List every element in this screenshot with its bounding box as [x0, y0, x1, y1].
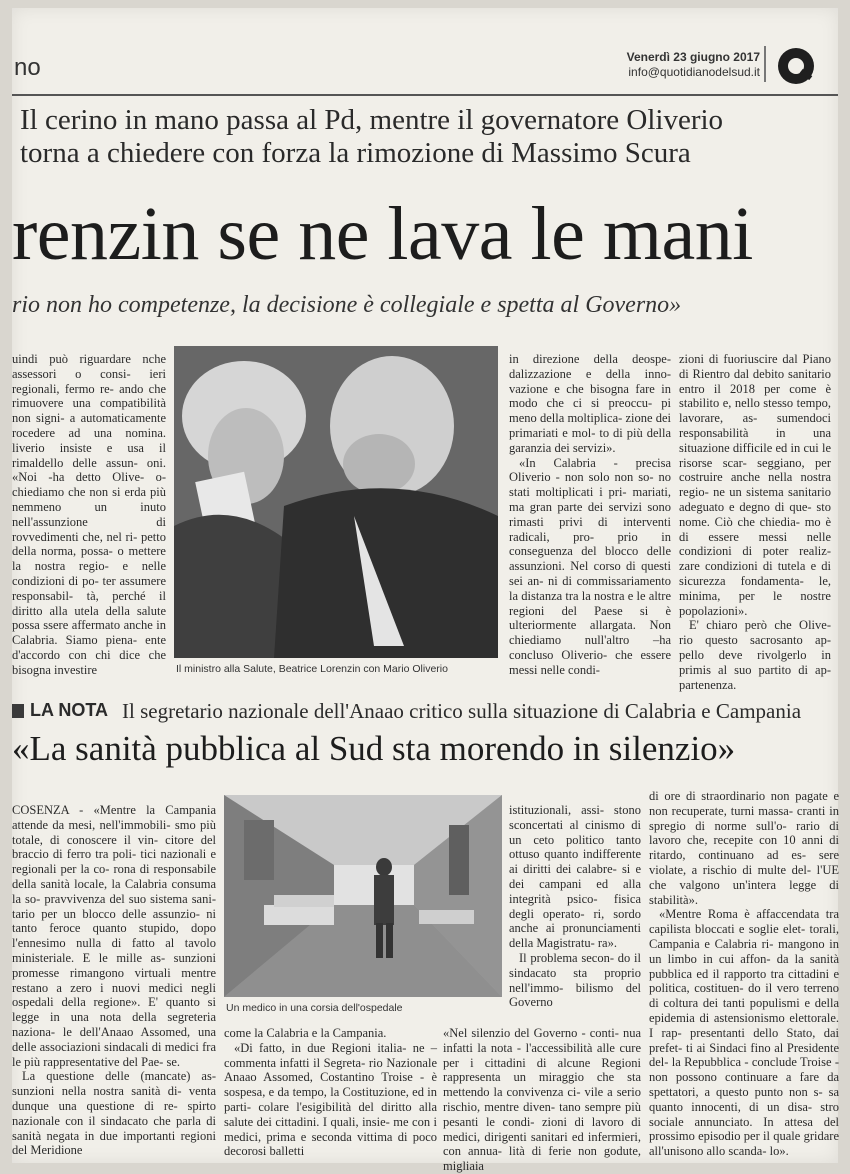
article1-column-3 — [509, 352, 671, 678]
article1-col3-para-2: «In Calabria - precisa Oliverio - non solo non so- no stati moltiplicati i pri- mariati, ma gran parte dei servizi sono rimasti privi di interventi radicali, pro- prio in conseguenza del blocco delle assunzioni. Nel corso di questi sei an- ni di commissariamento la distanza tra la nostra e le altre regioni del Paese si è ulteriormente allargata. Non chiediamo null'altro –ha concluso Oliverio- che essere messi nelle condi- — [509, 455, 671, 677]
header-divider — [764, 46, 766, 82]
article2-col3-text: «Nel silenzio del Governo - conti- nua infatti la nota - l'accessibilità alle cure per i cittadini di alcune Regioni rappresenta un miraggio che sta mettendo la convivenza ci- vile a serio rischio, mentre diven- tano sempre più pesanti le condi- zioni di lavoro di medici, dirigenti sanitari ed infermieri, con annua- lità di ferie non godute, migliaia — [443, 1026, 641, 1174]
article1-overline — [20, 104, 830, 170]
article1-photo — [174, 346, 498, 658]
newspaper-page — [12, 8, 839, 1174]
contact-email: info@quotidianodelsud.it — [628, 65, 760, 79]
article1-photo-caption: Il ministro alla Salute, Beatrice Lorenzin con Mario Oliverio — [176, 663, 448, 675]
newspaper-logo-icon — [778, 48, 814, 84]
article1-column-1 — [12, 352, 166, 678]
article1-headline: renzin se ne lava le mani — [12, 192, 753, 276]
article2-column-2 — [224, 1026, 437, 1159]
photo-hospital-corridor — [224, 795, 502, 997]
article2-col2-para-1: come la Calabria e la Campania. — [224, 1026, 387, 1040]
article2-overline: Il segretario nazionale dell'Anaao critico sulla situazione di Calabria e Campania — [122, 699, 802, 723]
article2-col3top-para-1: istituzionali, assi- stono sconcertati al cinismo di un ceto politico tanto ottuso quanto indifferente ai diritti dei calabre- si e dei campani ed alla integrità psico- fisica degli operato- ri, sordo anche ai pronunciamenti della Magistratu- ra». — [509, 803, 641, 951]
article2-col4-para-1: di ore di straordinario non pagate e non recuperate, turni massa- cranti in spregio di norme sull'o- rario di lavoro che, recepite con 10 anni di ritardo, continuano ad es- sere violate, a rischio di multe del- l'UE che valgono un'intera legge di stabilità». — [649, 789, 839, 907]
article1-col1-text: uindi può riguardare nche assessori o consi- ieri regionali, fermo re- ando che rimuovere una compatibilità non signi- a automaticamente rocedere ad una nomina. liverio insiste e usa il rimaldello delle assun- oni. «Noi -ha detto Olive- o- chiediamo che non si erda più nemmeno un inuto nell'assunzione di rovvedimenti che, nel ri- petto della norma, possa- o mettere la nostra regio- e nelle condizioni di po- ter assumere responsabil- tà, perché il diritto alla utela della salute possa ssere affermato anche in Calabria. Siamo piena- ente d'accordo con chi dice che bisogna investire — [12, 352, 166, 677]
article1-subhead: rio non ho competenze, la decisione è collegiale e spetta al Governo» — [12, 292, 682, 318]
article2-column-4 — [649, 789, 839, 1159]
article1-col4-para-2: E' chiaro però che Olive- rio questo sacrosanto ap- pello deve rivolgerlo in primis al suo partito di ap- partenenza. — [679, 618, 831, 692]
overline-line-1: Il cerino in mano passa al Pd, mentre il governatore Oliverio — [20, 104, 724, 136]
issue-date: Venerdì 23 giugno 2017 — [626, 50, 760, 64]
article2-photo — [224, 795, 502, 997]
photo-lorenzin-oliverio — [174, 346, 498, 658]
article2-col2-para-2: «Di fatto, in due Regioni italia- ne – commenta infatti il Segreta- rio Nazionale Anaao Assomed, Costantino Troise - è sospesa, e da tempo, la Costituzione, ed in parti- colare l'esigibilità del diritto alla salute dei cittadini. I quali, insie- me con i medici, prima e seconda vittima di poco decorosi balletti — [224, 1040, 437, 1159]
article2-col1-para-1: COSENZA - «Mentre la Campania attende da mesi, nell'immobili- smo più totale, di conoscere il vin- citore del braccio di ferro tra poli- tici nazionali e regionali per la co- rona di responsabile della sanità locale, la Calabria consuma la so- pravvivenza del suo sistema sani- tario per un blocco delle assunzio- ni tanto feroce quanto stupido, dopo l'ennesimo nulla di fatto al tavolo ministeriale. E le mille as- sunzioni promesse rimangono virtuali mentre restano a zero i nuovi medici negli ospedali della regione». E' quanto si legge in una nota della segreteria naziona- le dell'Anaao Assomed, una delle associazioni sindacali di medici fra le più rappresentative del Pae- se. — [12, 803, 216, 1069]
overline-line-2: torna a chiedere con forza la rimozione di Massimo Scura — [20, 137, 691, 169]
article2-photo-caption: Un medico in una corsia dell'ospedale — [226, 1002, 403, 1014]
article2-col4-para-2: «Mentre Roma è affaccendata tra capilista bloccati e soglie elet- torali, Campania e Calabria ri- mangono in un limbo in cui affon- da la sanità pubblica ed il rapporto tra cittadini e politica, costituen- do il vero terreno di coltura dei tanti populismi e della epidemia di astensionismo elettorale. I rap- presentanti dello Stato, dai prefet- ti ai Sindaci fino al Presidente del- la Repubblica - conclude Troise - non possono continuare a fare da spettatori, a questo punto non s- sa quanto innocenti, di un disa- stro sociale annunciato. In attesa del prossimo episodio per il quale gridare all'unisono allo scanda- lo». — [649, 907, 839, 1159]
article1-col4-para-1: zioni di fuoriuscire dal Piano di Rientro dal debito sanitario entro il 2018 per come è stabilito e, nello stesso tempo, lavorare, as- sumendoci responsabilità in una situazione difficile ed in cui le risorse scar- seggiano, per costruire anche nella nostra regio- ne un sistema sanitario adeguato e degno di que- sto nome. Ciò che chiedia- mo è di essere messi nelle condizioni di poter realiz- zare condizioni di tutela e di sicurezza fondamenta- le, minima, per le nostre popolazioni». — [679, 352, 831, 618]
article1-column-4 — [679, 352, 831, 692]
article2-col1-para-2: La questione delle (mancate) as- sunzioni nella nostra sanità di- venta dunque una questione di re- spirto nazionale con il sindacato che parla di sanità negata in due importanti regioni del Meridione — [12, 1069, 216, 1158]
la-nota-marker — [12, 704, 24, 718]
article2-column-3-top — [509, 803, 641, 1010]
article2-col3top-para-2: Il problema secon- do il sindacato sta proprio nell'immo- bilismo del Governo — [509, 950, 641, 1010]
article2-column-3 — [443, 1026, 641, 1174]
article2-column-1 — [12, 803, 216, 1158]
section-label: no — [14, 54, 41, 81]
header-rule — [12, 94, 838, 96]
article1-col3-para-1: in direzione della deospe- dalizzazione e della inno- vazione e che bisogna fare in modo che ci si preoccu- pi meno della moltiplica- zione dei primariati e mol- to di più della garanzia dei servizi». — [509, 352, 671, 455]
article2-headline: «La sanità pubblica al Sud sta morendo in silenzio» — [12, 729, 736, 768]
la-nota-label: LA NOTA — [30, 700, 108, 720]
